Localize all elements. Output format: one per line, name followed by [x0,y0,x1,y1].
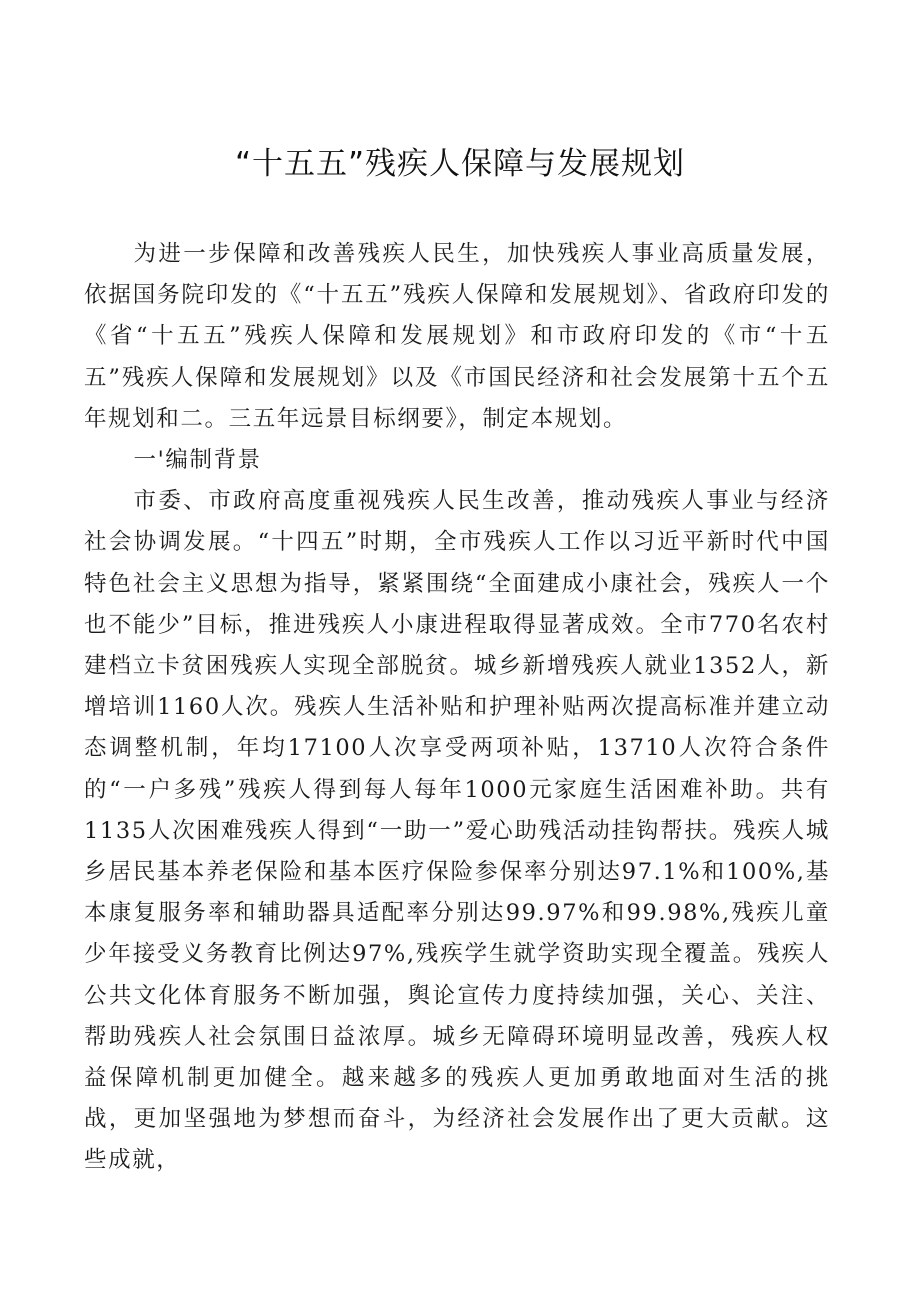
section-heading-background: 一'编制背景 [133,447,262,474]
background-paragraph: 市委、市政府高度重视残疾人民生改善，推动残疾人事业与经济社会协调发展。“十四五”时期，全市残疾人工作以习近平新时代中国特色社会主义思想为指导，紧紧围绕“全面建成小康社会，残疾人一个也不能少”目标，推进残疾人小康进程取得显著成效。全市770名农村建档立卡贫困残疾人实现全部脱贫。城乡新增残疾人就业1352人，新增培训1160人次。残疾人生活补贴和护理补贴两次提高标准并建立动态调整机制，年均17100人次享受两项补贴，13710人次符合条件的“一户多残”残疾人得到每人每年1000元家庭生活困难补助。共有1135人次困难残疾人得到“一助一”爱心助残活动挂钩帮扶。残疾人城乡居民基本养老保险和基本医疗保险参保率分别达97.1%和100%,基本康复服务率和辅助器具适配率分别达99.97%和99.98%,残疾儿童少年接受义务教育比例达97%,残疾学生就学资助实现全覆盖。残疾人公共文化体育服务不断加强，舆论宣传力度持续加强，关心、关注、帮助残疾人社会氛围日益浓厚。城乡无障碍环境明显改善，残疾人权益保障机制更加健全。越来越多的残疾人更加勇敢地面对生活的挑战，更加坚强地为梦想而奋斗，为经济社会发展作出了更大贡献。这些成就， [84,488,830,1174]
document-title: “十五五”残疾人保障与发展规划 [234,146,686,182]
intro-paragraph: 为进一步保障和改善残疾人民生，加快残疾人事业高质量发展，依据国务院印发的《“十五五”残疾人保障和发展规划》、省政府印发的《省“十五五”残疾人保障和发展规划》和市政府印发的《市“十五五”残疾人保障和发展规划》以及《市国民经济和社会发展第十五个五年规划和二。三五年远景目标纲要》，制定本规划。 [84,241,830,432]
document-body [84,234,830,1182]
